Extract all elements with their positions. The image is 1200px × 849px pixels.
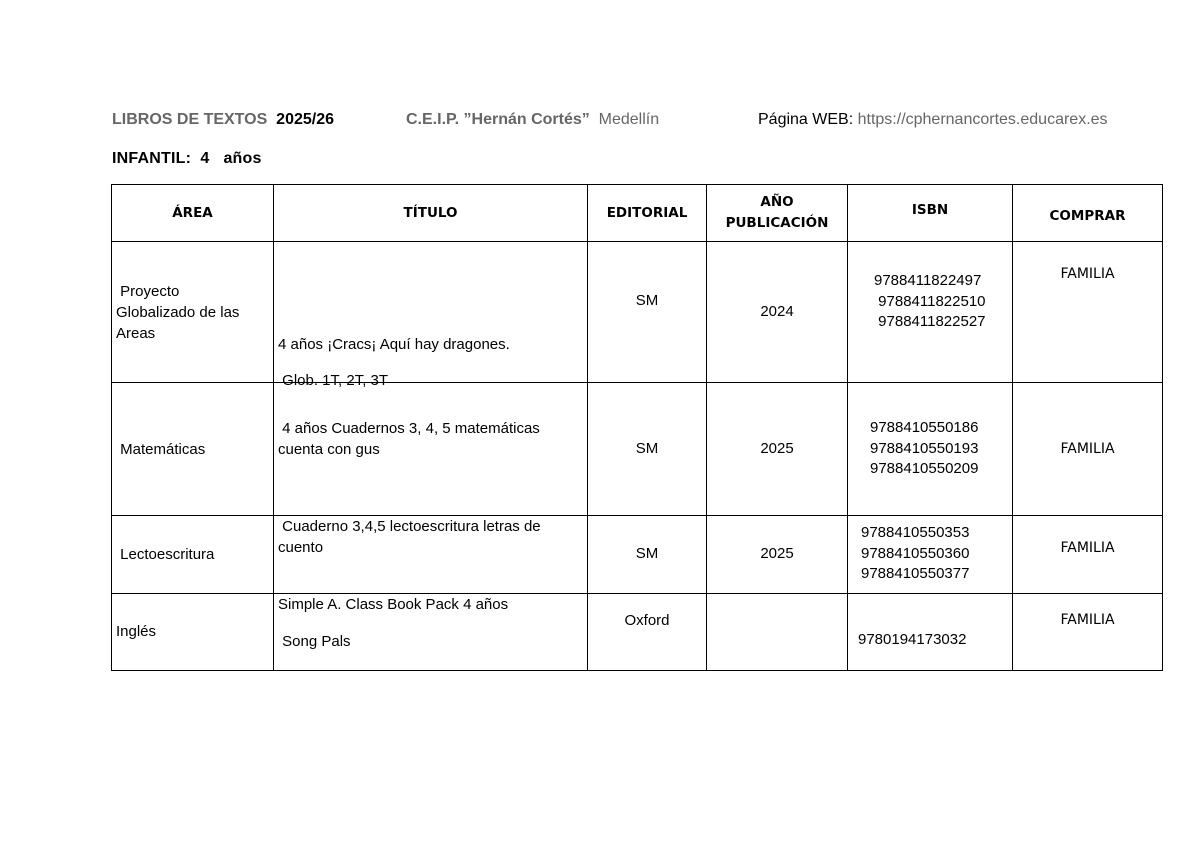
area-text: Matemáticas: [116, 441, 206, 458]
column-header-buy: COMPRAR: [1013, 185, 1163, 242]
title-line-1: 4 años ¡Cracs¡ Aquí hay dragones.: [278, 336, 510, 353]
column-header-isbn: ISBN: [848, 185, 1013, 242]
cell-isbn: [848, 242, 1013, 383]
cell-area: [112, 594, 274, 671]
table-header-row: [112, 185, 1163, 242]
school-town: Medellín: [598, 111, 660, 128]
column-header-title: TÍTULO: [274, 185, 588, 242]
cell-year: [707, 594, 848, 671]
cell-isbn: [848, 516, 1013, 594]
title-line-1: Simple A. Class Book Pack 4 años: [278, 596, 509, 613]
table-row: [112, 383, 1163, 516]
isbn-list: 9788410550186 9788410550193 9788410550209: [870, 419, 979, 477]
cell-year: [707, 516, 848, 594]
title-line-2: cuento: [278, 539, 324, 556]
cell-buy: [1013, 383, 1163, 516]
cell-title: [274, 383, 588, 516]
buy-text: FAMILIA: [1060, 612, 1115, 628]
cell-area: [112, 383, 274, 516]
cell-title: [274, 242, 588, 389]
publisher-text: SM: [635, 545, 659, 562]
publisher-text: SM: [635, 292, 659, 309]
area-text: Lectoescritura: [116, 546, 215, 563]
title-line-2: Glob. 1T, 2T, 3T: [278, 372, 389, 389]
title-line-2: Song Pals: [278, 633, 351, 650]
cell-isbn: [848, 594, 1013, 671]
cell-publisher: [588, 516, 707, 594]
column-header-area: ÁREA: [112, 185, 274, 242]
cell-buy: [1013, 242, 1163, 383]
cell-publisher: [588, 242, 707, 383]
area-text: Proyecto Globalizado de las Areas: [116, 283, 240, 342]
document-header: [112, 111, 1152, 133]
title-line-1: Cuaderno 3,4,5 lectoescritura letras de: [278, 518, 541, 535]
textbook-table: [111, 184, 1163, 671]
title-line-1: 4 años Cuadernos 3, 4, 5 matemáticas: [278, 420, 540, 437]
column-header-year: AÑO PUBLICACIÓN: [707, 185, 848, 242]
cell-publisher: [588, 594, 707, 671]
cell-isbn: [848, 383, 1013, 516]
column-header-publisher: EDITORIAL: [588, 185, 707, 242]
level-subtitle: INFANTIL: 4 años: [112, 150, 262, 167]
buy-text: FAMILIA: [1060, 540, 1115, 556]
table-row: [112, 516, 1163, 594]
publisher-text: SM: [635, 440, 659, 457]
cell-publisher: [588, 383, 707, 516]
area-text: Inglés: [116, 623, 157, 640]
isbn-list: 9780194173032: [858, 631, 967, 648]
school-year: 2025/26: [276, 111, 335, 128]
cell-buy: [1013, 516, 1163, 594]
title-line-2: cuenta con gus: [278, 441, 380, 458]
year-text: 2025: [760, 440, 794, 457]
isbn-list: 9788411822497 9788411822510 9788411822527: [874, 272, 986, 330]
cell-area: [112, 516, 274, 594]
cell-year: [707, 242, 848, 383]
cell-title: [274, 594, 588, 671]
publisher-text: Oxford: [624, 612, 670, 629]
cell-title: [274, 516, 588, 594]
books-title: LIBROS DE TEXTOS 2025/26: [112, 111, 335, 128]
cell-year: [707, 383, 848, 516]
school-name: C.E.I.P. ”Hernán Cortés” Medellín: [406, 111, 660, 128]
web-info: [758, 111, 1108, 129]
web-url[interactable]: https://cphernancortes.educarex.es: [857, 111, 1108, 128]
table-row: [112, 242, 1163, 383]
buy-text: FAMILIA: [1060, 266, 1115, 282]
cell-buy: [1013, 594, 1163, 671]
year-text: 2024: [760, 303, 794, 320]
buy-text: FAMILIA: [1060, 441, 1115, 457]
web-label: Página WEB:: [758, 111, 854, 128]
year-text: 2025: [760, 545, 794, 562]
table-row: [112, 594, 1163, 671]
isbn-list: 9788410550353 9788410550360 9788410550377: [861, 524, 970, 582]
cell-area: [112, 242, 274, 383]
